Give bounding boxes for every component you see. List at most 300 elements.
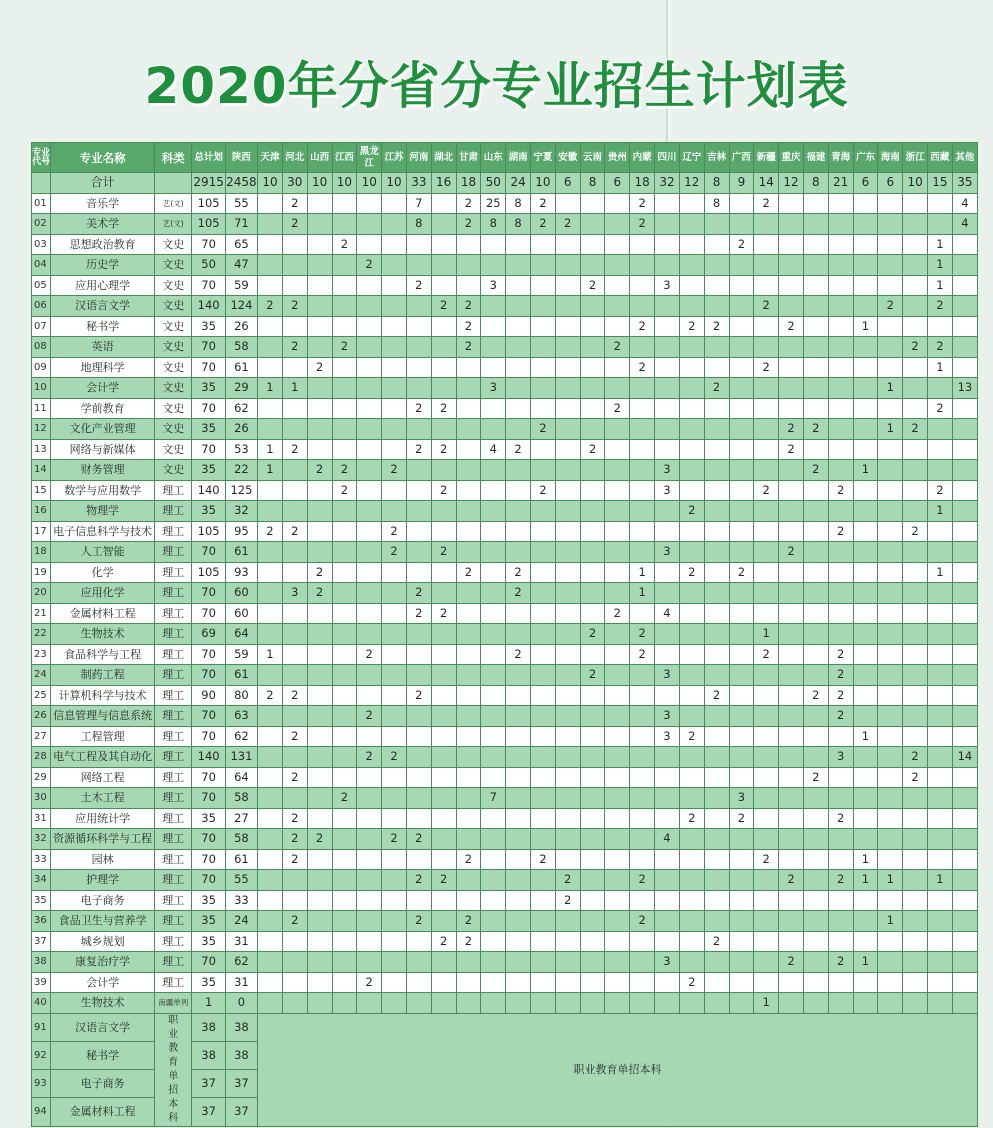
province-quota: 2 (456, 296, 481, 317)
table-row (32, 296, 978, 317)
table-row (32, 562, 978, 583)
province-quota: 4 (481, 439, 506, 460)
province-quota: 27 (225, 808, 257, 829)
province-quota (803, 931, 828, 952)
column-header: 新疆 (754, 143, 779, 173)
province-quota (630, 398, 655, 419)
province-quota (431, 685, 456, 706)
province-quota (456, 501, 481, 522)
province-quota (704, 972, 729, 993)
province-quota (382, 808, 407, 829)
province-quota (555, 624, 580, 645)
province-quota: 2 (828, 521, 853, 542)
province-quota: 2 (456, 316, 481, 337)
province-quota (481, 644, 506, 665)
plan-total: 90 (192, 685, 225, 706)
province-quota: 2 (928, 398, 953, 419)
province-quota (555, 911, 580, 932)
province-quota (828, 193, 853, 214)
column-header: 吉林 (704, 143, 729, 173)
subject-category: 理工 (155, 911, 192, 932)
province-quota (506, 603, 531, 624)
table-row (32, 398, 978, 419)
province-quota (754, 337, 779, 358)
province-quota: 1 (928, 357, 953, 378)
province-quota (828, 603, 853, 624)
province-quota (332, 562, 357, 583)
province-quota (679, 583, 704, 604)
province-quota (406, 234, 431, 255)
province-quota (952, 439, 977, 460)
province-quota: 3 (655, 460, 680, 481)
province-quota: 61 (225, 542, 257, 563)
province-quota (952, 644, 977, 665)
province-quota: 2 (332, 337, 357, 358)
province-quota (679, 480, 704, 501)
province-quota (704, 624, 729, 645)
province-quota (630, 767, 655, 788)
major-name: 学前教育 (51, 398, 155, 419)
province-quota (952, 808, 977, 829)
province-quota: 125 (225, 480, 257, 501)
subject-category: 文史 (155, 439, 192, 460)
province-quota (803, 993, 828, 1014)
column-header: 其他 (952, 143, 977, 173)
subject-category: 文史 (155, 275, 192, 296)
province-quota (481, 337, 506, 358)
province-quota (481, 890, 506, 911)
province-quota (258, 726, 283, 747)
province-quota (754, 685, 779, 706)
province-quota (605, 747, 630, 768)
province-quota (531, 972, 556, 993)
province-quota (332, 378, 357, 399)
plan-total: 38 (192, 1041, 225, 1069)
province-quota (282, 952, 307, 973)
province-quota (679, 337, 704, 358)
province-quota (307, 870, 332, 891)
province-quota (853, 829, 878, 850)
subject-category: 文史 (155, 398, 192, 419)
province-quota (258, 255, 283, 276)
subject-category: 理工 (155, 788, 192, 809)
province-quota (357, 439, 382, 460)
province-quota (853, 706, 878, 727)
province-quota (878, 542, 903, 563)
province-quota (555, 644, 580, 665)
province-quota (630, 849, 655, 870)
subject-category: 理工 (155, 890, 192, 911)
province-quota: 2 (679, 972, 704, 993)
province-quota (704, 296, 729, 317)
province-quota: 2 (928, 337, 953, 358)
province-quota (630, 747, 655, 768)
province-quota (481, 767, 506, 788)
province-quota (704, 214, 729, 235)
province-quota: 2 (406, 911, 431, 932)
province-quota (258, 665, 283, 686)
province-quota (580, 542, 605, 563)
province-quota (605, 931, 630, 952)
province-quota (481, 849, 506, 870)
province-quota (928, 439, 953, 460)
province-quota: 38 (225, 1041, 257, 1069)
province-quota (630, 296, 655, 317)
province-quota (754, 460, 779, 481)
province-quota (456, 439, 481, 460)
subject-category: 文史 (155, 357, 192, 378)
province-quota (803, 665, 828, 686)
province-quota: 2 (630, 870, 655, 891)
major-name: 电子商务 (51, 1070, 155, 1098)
province-quota (679, 296, 704, 317)
province-quota (431, 378, 456, 399)
major-code: 37 (32, 931, 51, 952)
province-quota (382, 480, 407, 501)
page-title: 2020年分省分专业招生计划表 (144, 57, 849, 115)
province-quota: 2 (630, 624, 655, 645)
major-code: 36 (32, 911, 51, 932)
province-quota (878, 931, 903, 952)
province-quota (580, 726, 605, 747)
province-quota (382, 337, 407, 358)
province-quota (506, 398, 531, 419)
province-quota (928, 665, 953, 686)
plan-total: 70 (192, 644, 225, 665)
province-quota (779, 911, 804, 932)
province-quota (258, 419, 283, 440)
province-quota (729, 255, 754, 276)
province-quota: 2 (456, 562, 481, 583)
province-quota (729, 829, 754, 850)
province-quota (357, 378, 382, 399)
province-quota (506, 665, 531, 686)
province-quota: 2 (580, 665, 605, 686)
province-quota (655, 439, 680, 460)
province-quota (754, 829, 779, 850)
province-quota (754, 603, 779, 624)
province-quota: 2 (431, 870, 456, 891)
province-quota (531, 275, 556, 296)
province-quota (754, 788, 779, 809)
province-quota (307, 624, 332, 645)
province-quota (878, 439, 903, 460)
province-quota (754, 562, 779, 583)
province-quota (952, 952, 977, 973)
province-quota (828, 460, 853, 481)
province-quota: 0 (225, 993, 257, 1014)
province-quota (258, 562, 283, 583)
province-quota (828, 911, 853, 932)
province-quota (779, 398, 804, 419)
province-quota (382, 767, 407, 788)
province-quota: 2 (357, 255, 382, 276)
province-quota (754, 870, 779, 891)
province-quota (679, 521, 704, 542)
province-quota: 2 (406, 439, 431, 460)
province-quota (307, 788, 332, 809)
province-quota (431, 275, 456, 296)
province-quota (431, 562, 456, 583)
province-quota (803, 255, 828, 276)
province-quota (258, 398, 283, 419)
province-quota (704, 398, 729, 419)
province-quota (828, 788, 853, 809)
subject-category: 理工 (155, 542, 192, 563)
province-quota (803, 870, 828, 891)
province-quota (431, 624, 456, 645)
province-quota: 58 (225, 788, 257, 809)
plan-total: 70 (192, 275, 225, 296)
province-quota (679, 234, 704, 255)
province-quota (481, 870, 506, 891)
province-quota (332, 829, 357, 850)
province-quota (828, 624, 853, 645)
province-quota (282, 419, 307, 440)
province-quota (655, 255, 680, 276)
province-quota (803, 193, 828, 214)
column-header: 河南 (406, 143, 431, 173)
province-quota (803, 480, 828, 501)
province-quota (605, 460, 630, 481)
province-quota (853, 521, 878, 542)
province-quota (332, 747, 357, 768)
province-quota (704, 234, 729, 255)
province-quota (307, 480, 332, 501)
province-quota: 80 (225, 685, 257, 706)
plan-total: 70 (192, 726, 225, 747)
province-quota (307, 952, 332, 973)
province-quota (580, 685, 605, 706)
province-quota (282, 501, 307, 522)
province-quota (456, 357, 481, 378)
province-quota (307, 993, 332, 1014)
province-quota (605, 562, 630, 583)
province-quota (555, 665, 580, 686)
province-quota (828, 562, 853, 583)
province-quota (357, 316, 382, 337)
major-code: 28 (32, 747, 51, 768)
province-quota (307, 439, 332, 460)
province-quota (332, 849, 357, 870)
province-quota (580, 501, 605, 522)
column-header: 广东 (853, 143, 878, 173)
province-quota (406, 993, 431, 1014)
province-quota (704, 726, 729, 747)
province-quota (580, 747, 605, 768)
province-quota (456, 972, 481, 993)
province-quota: 2 (282, 726, 307, 747)
province-quota (853, 603, 878, 624)
province-quota (779, 460, 804, 481)
major-code: 29 (32, 767, 51, 788)
total-cell: 12 (779, 173, 804, 194)
province-quota (928, 788, 953, 809)
province-quota (307, 665, 332, 686)
province-quota (853, 296, 878, 317)
province-quota (952, 542, 977, 563)
major-code: 02 (32, 214, 51, 235)
province-quota (878, 685, 903, 706)
province-quota (928, 644, 953, 665)
province-quota (307, 972, 332, 993)
province-quota (481, 685, 506, 706)
province-quota (431, 788, 456, 809)
plan-total: 70 (192, 829, 225, 850)
province-quota (282, 542, 307, 563)
province-quota (555, 275, 580, 296)
province-quota: 2 (679, 562, 704, 583)
province-quota: 1 (630, 562, 655, 583)
province-quota (828, 357, 853, 378)
province-quota (754, 583, 779, 604)
province-quota (655, 337, 680, 358)
province-quota (878, 829, 903, 850)
total-cell: 21 (828, 173, 853, 194)
province-quota (332, 316, 357, 337)
province-quota (655, 583, 680, 604)
province-quota (555, 685, 580, 706)
column-header: 安徽 (555, 143, 580, 173)
province-quota: 64 (225, 767, 257, 788)
subject-category: 文史 (155, 255, 192, 276)
province-quota (580, 562, 605, 583)
total-cell (155, 173, 192, 194)
province-quota (555, 747, 580, 768)
province-quota (456, 808, 481, 829)
province-quota (952, 521, 977, 542)
province-quota (406, 501, 431, 522)
province-quota (332, 439, 357, 460)
province-quota (258, 542, 283, 563)
province-quota (605, 788, 630, 809)
province-quota (506, 726, 531, 747)
province-quota (382, 378, 407, 399)
province-quota (605, 665, 630, 686)
province-quota (282, 275, 307, 296)
province-quota (382, 562, 407, 583)
table-row (32, 234, 978, 255)
province-quota (754, 439, 779, 460)
province-quota (282, 316, 307, 337)
province-quota (580, 316, 605, 337)
province-quota (605, 911, 630, 932)
province-quota (506, 911, 531, 932)
province-quota (704, 439, 729, 460)
province-quota: 1 (928, 255, 953, 276)
province-quota (406, 521, 431, 542)
major-name: 应用统计学 (51, 808, 155, 829)
subject-category: 理工 (155, 870, 192, 891)
province-quota (258, 275, 283, 296)
province-quota (531, 234, 556, 255)
province-quota (481, 726, 506, 747)
province-quota: 1 (928, 234, 953, 255)
province-quota (431, 972, 456, 993)
province-quota (952, 972, 977, 993)
total-cell: 16 (431, 173, 456, 194)
province-quota (357, 583, 382, 604)
province-quota (853, 480, 878, 501)
province-quota (506, 234, 531, 255)
province-quota: 2 (332, 460, 357, 481)
province-quota (481, 665, 506, 686)
province-quota (655, 234, 680, 255)
total-cell: 9 (729, 173, 754, 194)
province-quota (258, 624, 283, 645)
province-quota (382, 706, 407, 727)
table-row (32, 993, 978, 1014)
province-quota (779, 726, 804, 747)
province-quota (332, 193, 357, 214)
major-name: 地理科学 (51, 357, 155, 378)
province-quota (928, 767, 953, 788)
province-quota (481, 316, 506, 337)
major-code: 34 (32, 870, 51, 891)
plan-total: 70 (192, 603, 225, 624)
province-quota (729, 501, 754, 522)
province-quota: 2 (605, 398, 630, 419)
province-quota (803, 849, 828, 870)
plan-total: 35 (192, 460, 225, 481)
province-quota: 2 (605, 603, 630, 624)
province-quota (655, 911, 680, 932)
province-quota: 2 (779, 316, 804, 337)
plan-total: 70 (192, 542, 225, 563)
province-quota: 2 (903, 747, 928, 768)
province-quota (332, 808, 357, 829)
province-quota: 1 (258, 378, 283, 399)
province-quota (357, 460, 382, 481)
province-quota (307, 419, 332, 440)
column-header: 云南 (580, 143, 605, 173)
province-quota (878, 726, 903, 747)
province-quota (382, 603, 407, 624)
province-quota (704, 419, 729, 440)
province-quota: 25 (481, 193, 506, 214)
province-quota (555, 603, 580, 624)
province-quota (382, 788, 407, 809)
province-quota (729, 357, 754, 378)
province-quota (357, 993, 382, 1014)
province-quota (952, 890, 977, 911)
province-quota (580, 419, 605, 440)
province-quota (605, 419, 630, 440)
province-quota (803, 542, 828, 563)
province-quota (878, 562, 903, 583)
province-quota: 2 (779, 419, 804, 440)
province-quota (903, 398, 928, 419)
province-quota: 1 (258, 439, 283, 460)
province-quota: 2 (258, 685, 283, 706)
subject-category: 艺(文) (155, 193, 192, 214)
major-code: 07 (32, 316, 51, 337)
subject-category: 理工 (155, 931, 192, 952)
province-quota (928, 849, 953, 870)
province-quota (903, 296, 928, 317)
province-quota (729, 419, 754, 440)
column-header: 福建 (803, 143, 828, 173)
province-quota (580, 480, 605, 501)
subject-category: 文史 (155, 337, 192, 358)
subject-category: 理工 (155, 972, 192, 993)
province-quota (282, 788, 307, 809)
province-quota (803, 952, 828, 973)
province-quota (952, 624, 977, 645)
province-quota (605, 439, 630, 460)
province-quota (828, 378, 853, 399)
province-quota (704, 480, 729, 501)
